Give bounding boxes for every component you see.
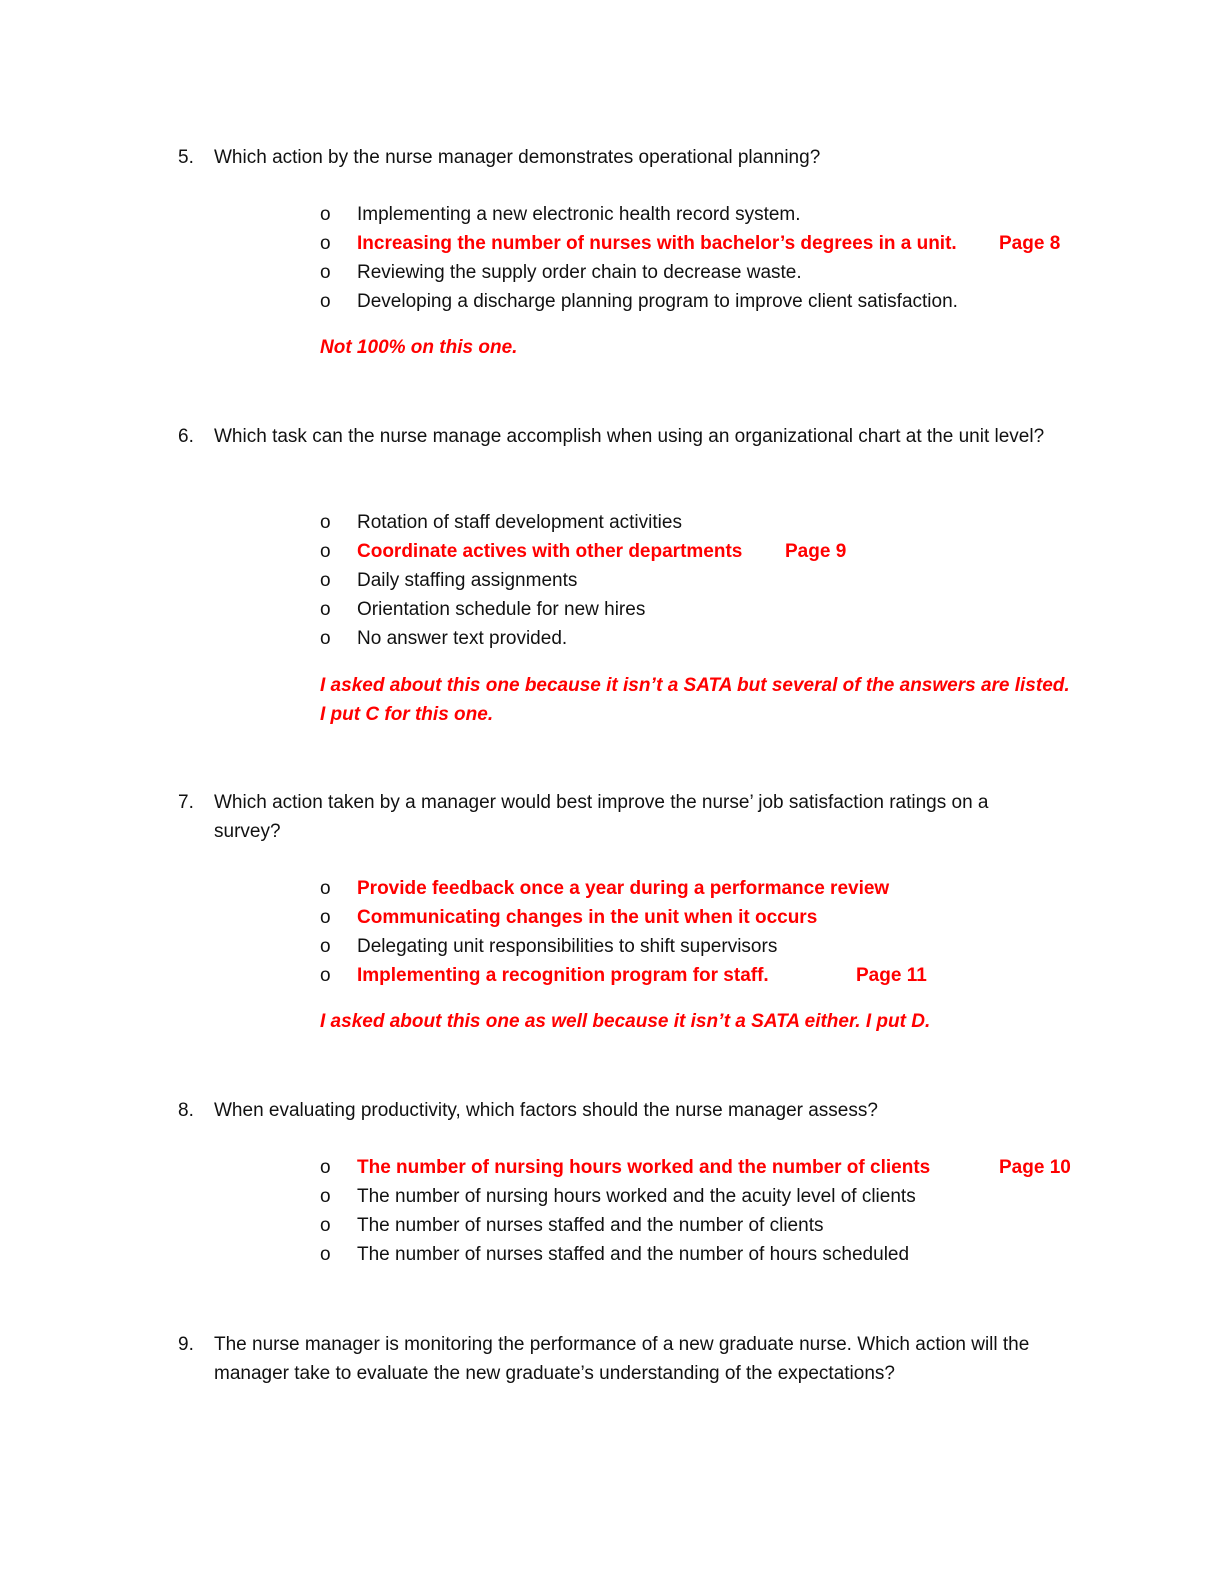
option-text: The number of nursing hours worked and the number of clients	[357, 1157, 931, 1178]
option-a-answer	[320, 1153, 1100, 1182]
question-8-options	[320, 1153, 1100, 1269]
option-text: The number of nurses staffed and the number of hours scheduled	[357, 1244, 910, 1265]
question-stem: Which action taken by a manager would best improve the nurse’ job satisfaction ratings on a survey?	[214, 792, 989, 842]
bullet-icon: o	[320, 907, 331, 928]
option-text: Provide feedback once a year during a performance review	[357, 878, 890, 899]
option-text: Developing a discharge planning program to improve client satisfaction.	[357, 291, 958, 312]
bullet-icon: o	[320, 291, 331, 312]
annotation-note: Not 100% on this one.	[320, 337, 518, 358]
bullet-icon: o	[320, 570, 331, 591]
bullet-icon: o	[320, 599, 331, 620]
option-c	[320, 1211, 1100, 1240]
option-text: No answer text provided.	[357, 628, 568, 649]
option-text: Delegating unit responsibilities to shift supervisors	[357, 936, 778, 957]
bullet-icon: o	[320, 512, 331, 533]
option-e	[320, 624, 1100, 653]
option-b-highlighted	[320, 903, 1100, 932]
option-a	[320, 200, 1100, 229]
bullet-icon: o	[320, 262, 331, 283]
option-text: Orientation schedule for new hires	[357, 599, 646, 620]
bullet-icon: o	[320, 1244, 331, 1265]
question-5	[178, 143, 1048, 172]
option-c	[320, 566, 1100, 595]
option-text: Implementing a recognition program for staff.	[357, 965, 769, 986]
option-text: Communicating changes in the unit when it occurs	[357, 907, 818, 928]
bullet-icon: o	[320, 1215, 331, 1236]
page-reference: Page 9	[785, 541, 847, 562]
option-b-answer	[320, 229, 1100, 258]
page-reference: Page 10	[999, 1157, 1071, 1178]
bullet-icon: o	[320, 204, 331, 225]
option-text: The number of nurses staffed and the number of clients	[357, 1215, 824, 1236]
question-number: 7.	[178, 792, 194, 813]
bullet-icon: o	[320, 628, 331, 649]
option-d	[320, 287, 1100, 316]
question-number: 9.	[178, 1334, 194, 1355]
option-text: Coordinate actives with other departments	[357, 541, 743, 562]
bullet-icon: o	[320, 878, 331, 899]
option-text: The number of nursing hours worked and the acuity level of clients	[357, 1186, 916, 1207]
option-b-answer	[320, 537, 1100, 566]
option-text: Reviewing the supply order chain to decrease waste.	[357, 262, 802, 283]
option-text: Daily staffing assignments	[357, 570, 578, 591]
bullet-icon: o	[320, 233, 331, 254]
question-stem: Which task can the nurse manage accomplish when using an organizational chart at the unit level?	[214, 426, 1045, 447]
option-c	[320, 258, 1100, 287]
question-stem: When evaluating productivity, which factors should the nurse manager assess?	[214, 1100, 878, 1121]
question-stem: Which action by the nurse manager demonstrates operational planning?	[214, 147, 821, 168]
option-c	[320, 932, 1100, 961]
bullet-icon: o	[320, 936, 331, 957]
question-8	[178, 1096, 1048, 1125]
option-a-highlighted	[320, 874, 1100, 903]
question-5-options	[320, 200, 1100, 316]
bullet-icon: o	[320, 541, 331, 562]
question-number: 8.	[178, 1100, 194, 1121]
option-text: Rotation of staff development activities	[357, 512, 682, 533]
bullet-icon: o	[320, 965, 331, 986]
option-a	[320, 508, 1100, 537]
question-6	[178, 422, 1048, 451]
page-reference: Page 11	[856, 965, 927, 986]
option-text: Implementing a new electronic health record system.	[357, 204, 801, 225]
annotation-line: I put C for this one.	[320, 704, 494, 725]
question-stem: The nurse manager is monitoring the performance of a new graduate nurse. Which action will the manager take to evaluate the new graduate’s understanding of the expectations?	[214, 1334, 1030, 1384]
bullet-icon: o	[320, 1186, 331, 1207]
page-reference: Page 8	[999, 233, 1061, 254]
option-d-answer	[320, 961, 1100, 990]
option-b	[320, 1182, 1100, 1211]
question-number: 5.	[178, 147, 194, 168]
option-d	[320, 1240, 1100, 1269]
option-d	[320, 595, 1100, 624]
annotation-line: I asked about this one because it isn’t a SATA but several of the answers are listed.	[320, 675, 1070, 696]
question-6-options	[320, 508, 1100, 653]
annotation-note	[320, 671, 1100, 729]
bullet-icon: o	[320, 1157, 331, 1178]
question-number: 6.	[178, 426, 194, 447]
question-7-options	[320, 874, 1100, 990]
option-text: Increasing the number of nurses with bachelor’s degrees in a unit.	[357, 233, 957, 254]
question-7	[178, 788, 1048, 846]
question-9	[178, 1330, 1048, 1388]
annotation-note: I asked about this one as well because it isn’t a SATA either. I put D.	[320, 1011, 931, 1032]
